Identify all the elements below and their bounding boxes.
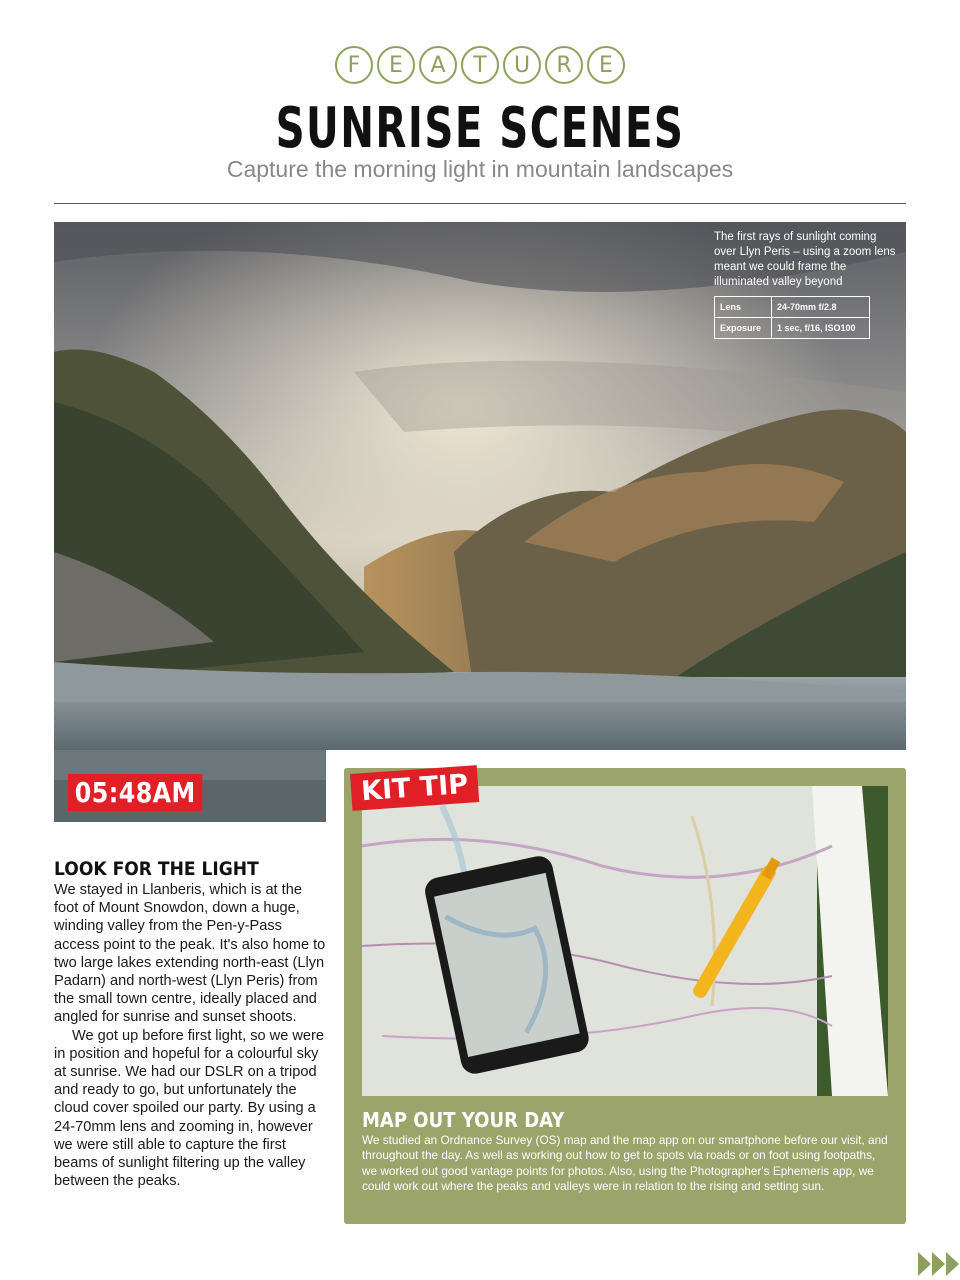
spec-value: 24-70mm f/2.8 [771, 297, 869, 318]
next-page-arrows-icon[interactable] [918, 1252, 960, 1276]
photo-caption: The first rays of sunlight coming over Llyn Peris – using a zoom lens meant we could frame the illuminated valley beyond [714, 231, 896, 288]
article-paragraph: We got up before first light, so we were in position and hopeful for a colourful sky at sunrise. We had our DSLR on a tripod and ready to go, but unfortunately the cloud cover spoiled our party. By using a 24-70mm lens and zooming in, however we were still able to capture the first beams of sunlight filtering up the valley between the peaks. [54, 1027, 324, 1190]
spec-label: Lens [715, 297, 772, 318]
article-body [54, 881, 326, 1190]
article-paragraph: We stayed in Llanberis, which is at the foot of Mount Snowdon, down a huge, winding valley from the Pen-y-Pass access point to the peak. It's also home to two large lakes extending north-east (Llyn Padarn) and north-west (Llyn Peris) from the small town centre, ideally placed and angled for sunrise and sunset shoots. [54, 882, 326, 1026]
map-photo [362, 786, 888, 1096]
spec-label: Exposure [715, 318, 772, 339]
spec-row [715, 318, 870, 339]
kit-tip-badge: KIT TIP [350, 765, 479, 811]
kicker-letter: F [335, 46, 373, 84]
page-subtitle: Capture the morning light in mountain landscapes [226, 156, 734, 182]
kicker-letter: E [377, 46, 415, 84]
kicker-letter: U [503, 46, 541, 84]
arrow-shape [918, 1252, 931, 1276]
exposure-specs-table [714, 296, 870, 339]
feature-kicker [0, 46, 960, 84]
time-badge: 05:48AM [68, 774, 202, 811]
kicker-letter: R [545, 46, 583, 84]
kicker-letter: A [419, 46, 457, 84]
kit-tip-text: We studied an Ordnance Survey (OS) map and the map app on our smartphone before our visit, and throughout the day. As well as working out how to get to spots via roads or on foot using footpaths, we worked out good vantage points for photos. Also, using the Photographer's Ephemeris app, we could work out where the peaks and valleys were in relation to the rising and setting sun. [362, 1133, 888, 1194]
arrow-shape [946, 1252, 959, 1276]
header-divider [54, 203, 906, 204]
kicker-letter: E [587, 46, 625, 84]
arrow-shape [932, 1252, 945, 1276]
spec-value: 1 sec, f/16, ISO100 [771, 318, 869, 339]
spec-row [715, 297, 870, 318]
kit-tip-heading: MAP OUT YOUR DAY [362, 1108, 565, 1132]
kicker-letter: T [461, 46, 499, 84]
map-phone-illustration [362, 786, 888, 1096]
article-heading: LOOK FOR THE LIGHT [54, 858, 259, 880]
page-title: SUNRISE SCENES [275, 96, 685, 161]
